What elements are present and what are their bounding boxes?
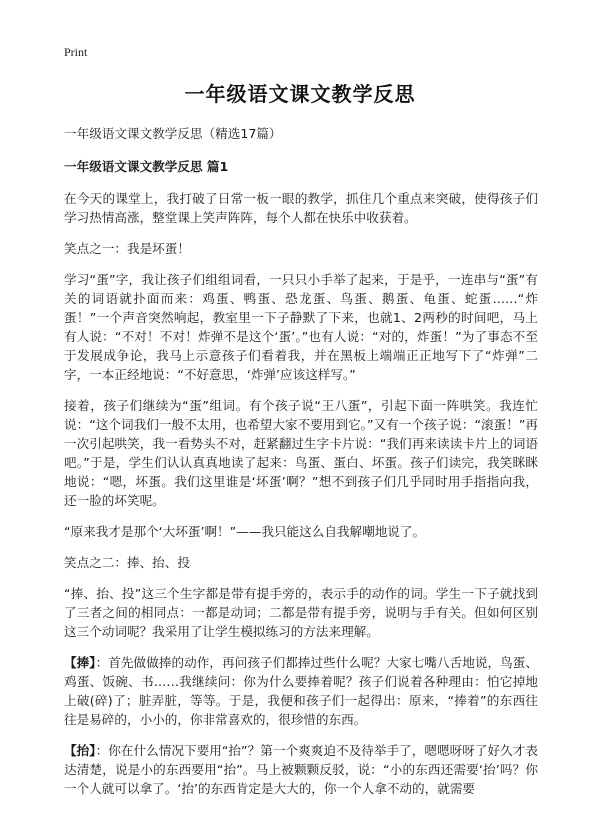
document-subtitle: 一年级语文课文教学反思（精选17篇） (64, 126, 282, 141)
paragraph-point-two-heading: 笑点之二：捧、抬、投 (64, 555, 190, 570)
document-title: 一年级语文课文教学反思 (184, 82, 416, 106)
paragraph-dan-continued: 接着，孩子们继续为“蛋”组词。有个孩子说“王八蛋”，引起下面一阵哄笑。我连忙说：“这个词我们一般不太用，也希望大家不要用到它。”又有一个孩子说：“滚蛋！”再一次引起哄笑，我一看势头不对，赶紧翻过生字卡片说：“我们再来读读卡片上的词语吧。”于是，学生们认认真真地读了起来：鸟蛋、蛋白、坏蛋。孩子们读完，我笑眯眯地说：“嗯，坏蛋。我们这里谁是‘坏蛋’啊？”想不到孩子们几乎同时用手指指向我，还一脸的坏笑呢。 (64, 398, 538, 508)
paragraph-point-one-heading: 笑点之一：我是坏蛋！ (64, 241, 190, 256)
tai-label: 【抬】 (64, 743, 96, 758)
section-heading: 一年级语文课文教学反思 篇1 (64, 159, 229, 174)
paragraph-intro: 在今天的课堂上，我打破了日常一板一眼的教学，抓住几个重点来突破，使得孩子们学习热情高涨，整堂课上笑声阵阵，每个人都在快乐中收获着。 (64, 191, 538, 225)
peng-label: 【捧】 (64, 655, 96, 670)
paragraph-peng (64, 653, 538, 729)
print-label: Print (64, 45, 88, 59)
document-body (64, 124, 538, 810)
paragraph-dan-words: 学习“蛋”字，我让孩子们组组词看，一只只小手举了起来，于是乎，一连串与“蛋”有关的词语就扑面而来：鸡蛋、鸭蛋、恐龙蛋、鸟蛋、鹅蛋、龟蛋、蛇蛋……“炸蛋！”一个声音突然响起，教室里一下子静默了下来，也就1、2两秒的时间吧，马上有人说：“不对！不对！炸弹不是这个‘蛋’。”也有人说：“对的，炸蛋！”为了事态不至于发展成争论，我马上示意孩子们看着我，并在黑板上端端正正地写下了“炸弹”二字，一本正经地说：“不好意思，‘炸弹’应该这样写。” (64, 272, 538, 382)
paragraph-big-bad-egg: “原来我才是那个‘大坏蛋’啊！”——我只能这么自我解嘲地说了。 (64, 524, 426, 539)
paragraph-tai (64, 741, 538, 798)
peng-text: ：首先做做捧的动作，再问孩子们都捧过些什么呢？大家七嘴八舌地说，鸟蛋、鸡蛋、饭碗、书……我继续问：你为什么要捧着呢？孩子们说着各种理由：怕它掉地上破(碎)了；脏弄脏，等等。于是，我便和孩子们一起得出：原来，“捧着”的东西往往是易碎的，小小的，你非常喜欢的，很珍惜的东西。 (64, 655, 538, 727)
paragraph-three-verbs: “捧、抬、投”这三个生字都是带有提手旁的，表示手的动作的词。学生一下子就找到了三者之间的相同点：一都是动词；二都是带有提手旁，说明与手有关。但如何区别这三个动词呢？我采用了让学生模拟练习的方法来理解。 (64, 586, 538, 639)
tai-text: ：你在什么情况下要用“抬”？第一个爽爽迫不及待举手了，嗯嗯呀呀了好久才表达清楚，说是小的东西要用“抬”。马上被颗颗反驳，说：“小的东西还需要‘抬’吗？你一个人就可以拿了。‘抬’的东西肯定是大大的，你一个人拿不动的，就需要 (64, 743, 538, 796)
